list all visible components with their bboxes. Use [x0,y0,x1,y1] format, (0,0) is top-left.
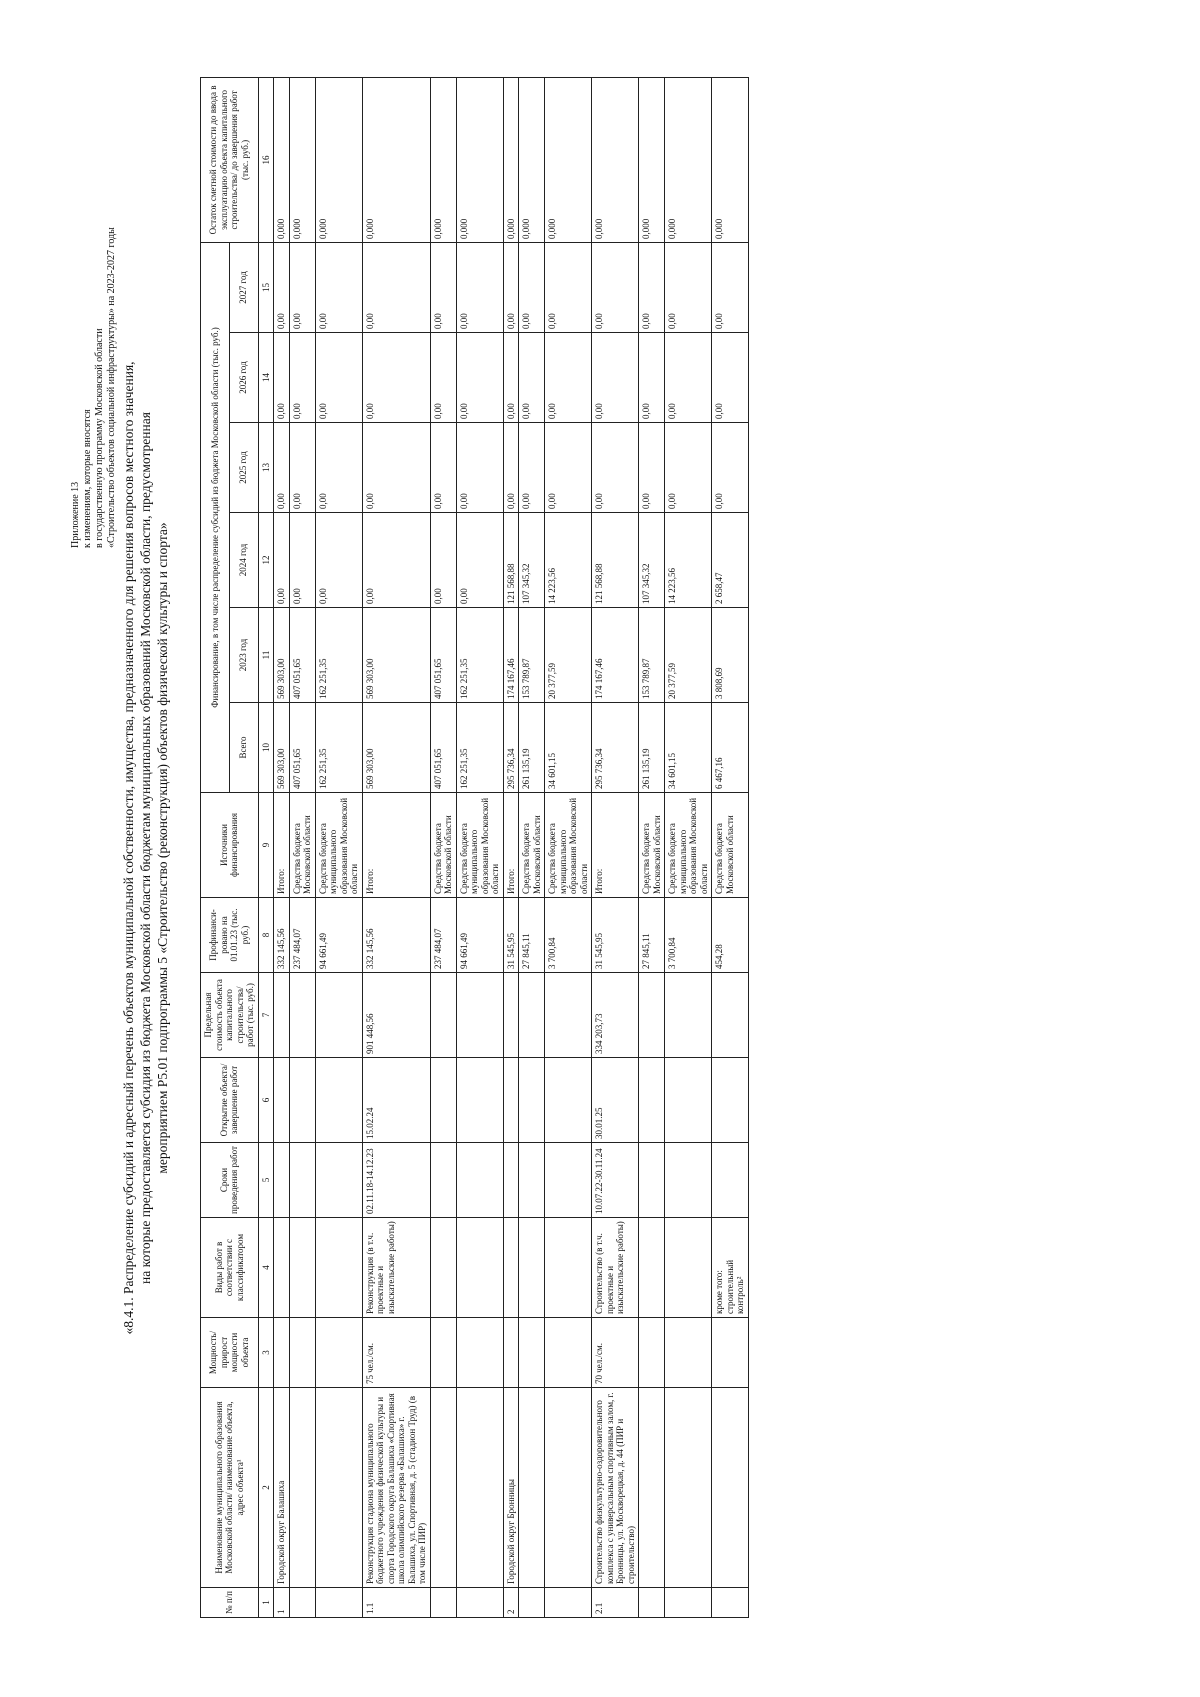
header-cell: 2027 год [229,242,258,332]
table-row [519,77,545,1617]
header-cell: 2023 год [229,608,258,703]
table-cell: 153 789,87 [639,608,665,703]
column-number: 3 [258,1318,274,1388]
header-cell: Всего [229,703,258,793]
table-cell [274,1218,290,1318]
table-cell [430,1588,456,1618]
table-cell: 174 167,46 [503,608,519,703]
table-cell: 27 845,11 [519,898,545,973]
table-cell [289,1318,315,1388]
column-number: 11 [258,608,274,703]
table-cell: Средства бюджета муниципального образования Московской области [665,793,712,898]
table-cell [665,1318,712,1388]
table-row [430,77,456,1617]
table-cell [456,1588,503,1618]
table-cell: 0,00 [430,333,456,423]
table-cell [315,1058,362,1143]
table-cell [289,1058,315,1143]
table-cell [545,1388,592,1588]
table-cell: Итого: [503,793,519,898]
table-cell: 0,000 [545,77,592,242]
table-cell: 107 345,32 [519,513,545,608]
table-cell: 75 чел./см. [362,1318,430,1388]
header-cell: Финансирование, в том числе распределение субсидий из бюджета Московской области (тыс. руб.) [201,242,230,792]
table-cell: 0,00 [639,423,665,513]
table-cell: 0,000 [456,77,503,242]
table-cell [274,1318,290,1388]
table-cell: 407 051,65 [289,703,315,793]
table-cell: 0,00 [712,333,749,423]
table-cell: Итого: [362,793,430,898]
table-cell [503,1218,519,1318]
table-cell: Городской округ Балашиха [274,1388,290,1588]
table-cell: 0,00 [639,333,665,423]
column-number: 15 [258,242,274,332]
table-cell: 0,000 [503,77,519,242]
column-number: 14 [258,333,274,423]
table-cell: 0,00 [665,242,712,332]
table-cell: 0,000 [430,77,456,242]
table-cell: Средства бюджета Московской области [519,793,545,898]
table-cell [289,973,315,1058]
table-cell: 162 251,35 [456,703,503,793]
table-cell [519,1218,545,1318]
table-cell: кроме того: строительный контроль² [712,1218,749,1318]
table-cell: 0,00 [639,242,665,332]
table-cell: 0,00 [456,513,503,608]
table-cell: 10.07.22-30.11.24 [592,1143,639,1218]
table-cell: Средства бюджета муниципального образования Московской области [456,793,503,898]
table-cell: 901 448,56 [362,973,430,1058]
header-cell: 2025 год [229,423,258,513]
table-cell [289,1388,315,1588]
header-cell: Предельная стоимость объекта капитального строительства/ работ (тыс. руб.) [201,973,259,1058]
table-cell [665,1058,712,1143]
table-cell: 31 545,95 [503,898,519,973]
table-cell: 0,00 [712,242,749,332]
table-cell [430,1388,456,1588]
table-cell: Итого: [592,793,639,898]
table-cell: 3 700,84 [545,898,592,973]
table-row [362,77,430,1617]
table-cell: 3 700,84 [665,898,712,973]
table-cell: 0,00 [362,333,430,423]
table-cell [712,1318,749,1388]
table-cell: 334 203,73 [592,973,639,1058]
header-cell: Открытие объекта/ завершение работ [201,1058,259,1143]
table-cell: 1 [274,1588,290,1618]
table-cell: 261 135,19 [639,703,665,793]
table-cell [665,1218,712,1318]
table-cell [315,1318,362,1388]
table-cell: 0,00 [274,242,290,332]
table-cell: 31 545,95 [592,898,639,973]
table-cell: 0,00 [274,423,290,513]
table-cell [519,973,545,1058]
table-cell [289,1143,315,1218]
column-number: 4 [258,1218,274,1318]
table-cell: 0,000 [712,77,749,242]
table-cell [712,973,749,1058]
table-row [289,77,315,1617]
header-cell: 2024 год [229,513,258,608]
table-cell: 0,000 [592,77,639,242]
table-cell: 237 484,07 [289,898,315,973]
table-cell: 162 251,35 [456,608,503,703]
table-cell: 0,00 [315,513,362,608]
column-number: 13 [258,423,274,513]
table-cell: 0,00 [289,242,315,332]
table-cell: 0,00 [362,513,430,608]
table-cell [665,973,712,1058]
header-cell: Источники финансирования [201,793,259,898]
table-cell: 3 808,69 [712,608,749,703]
table-cell: 0,000 [639,77,665,242]
table-cell: 0,00 [362,242,430,332]
table-cell: 569 303,00 [362,703,430,793]
appendix-line: к изменениям, которые вносятся [82,409,93,548]
table-cell: 0,00 [503,242,519,332]
table-row [592,77,639,1617]
table-cell [519,1588,545,1618]
table-row [639,77,665,1617]
table-cell [456,973,503,1058]
table-cell [639,1143,665,1218]
title-line: «8.4.1. Распределение субсидий и адресный перечень объектов муниципальной собственности, имущества, предназначенного для решения вопросов местного значения, [121,361,136,1335]
column-number: 2 [258,1388,274,1588]
table-cell: 454,28 [712,898,749,973]
table-cell: 0,000 [362,77,430,242]
document-title [120,48,171,1648]
table-cell [545,1143,592,1218]
column-number: 7 [258,973,274,1058]
table-row [274,77,290,1617]
title-line: мероприятием Р5.01 подпрограммы 5 «Строительство (реконструкция) объектов физической культуры и спорта» [155,522,170,1174]
table-cell: 0,00 [289,423,315,513]
table-cell: 0,00 [592,333,639,423]
table-cell [503,1318,519,1388]
table-cell: 14 223,56 [545,513,592,608]
table-cell: 0,00 [665,333,712,423]
table-cell: 14 223,56 [665,513,712,608]
table-cell: 0,00 [545,333,592,423]
table-cell: 0,00 [430,513,456,608]
table-row [503,77,519,1617]
table-cell: 237 484,07 [430,898,456,973]
table-cell: 34 601,15 [545,703,592,793]
header-cell: Сроки проведения работ [201,1143,259,1218]
table-cell [456,1218,503,1318]
document-page [50,48,1150,1648]
table-cell: 407 051,65 [430,703,456,793]
header-cell: Остаток сметной стоимости до ввода в эксплуатацию объекта капитального строительства/ до завершения работ (тыс. руб.) [201,77,259,242]
table-cell [712,1388,749,1588]
table-cell: 0,00 [362,423,430,513]
table-cell [456,1058,503,1143]
table-cell: 0,00 [315,423,362,513]
table-cell [519,1143,545,1218]
table-cell [665,1388,712,1588]
table-cell: 162 251,35 [315,608,362,703]
table-cell [665,1143,712,1218]
table-cell: 295 736,34 [503,703,519,793]
table-cell: Городской округ Бронницы [503,1388,519,1588]
table-cell [545,973,592,1058]
table-cell: 0,00 [592,242,639,332]
table-cell: 0,00 [503,423,519,513]
table-cell: 407 051,65 [430,608,456,703]
table-cell [274,1143,290,1218]
table-cell [639,1318,665,1388]
table-cell [639,973,665,1058]
table-cell: 153 789,87 [519,608,545,703]
table-row [712,77,749,1617]
table-cell [315,1218,362,1318]
table-cell: 0,00 [503,333,519,423]
appendix-line: Приложение 13 [70,481,81,548]
table-cell: Реконструкция (в т.ч. проектные и изыскательские работы) [362,1218,430,1318]
table-cell: 0,000 [519,77,545,242]
table-cell: 6 467,16 [712,703,749,793]
table-cell [639,1388,665,1588]
table-cell [712,1058,749,1143]
table-cell: 0,000 [289,77,315,242]
table-cell: 27 845,11 [639,898,665,973]
table-cell: Строительство физкультурно-оздоровительного комплекса с универсальным спортивным залом, г. Бронницы, ул. Москворецкая, д. 44 (ПИР и строительство) [592,1388,639,1588]
table-cell [503,1143,519,1218]
table-cell: 2.1 [592,1588,639,1618]
table-cell: Строительство (в т.ч. проектные и изыскательские работы) [592,1218,639,1318]
column-number: 9 [258,793,274,898]
appendix-line: в государственную программу Московской области [94,328,105,548]
table-cell [545,1058,592,1143]
table-cell: 0,00 [274,333,290,423]
table-cell: 0,00 [665,423,712,513]
table-cell: 0,000 [315,77,362,242]
table-cell [545,1318,592,1388]
table-cell [639,1218,665,1318]
table-cell: 0,00 [456,242,503,332]
table-cell: Средства бюджета Московской области [639,793,665,898]
table-cell: Итого: [274,793,290,898]
table-cell: 569 303,00 [362,608,430,703]
table-cell [456,1318,503,1388]
header-cell: № п/п [201,1588,259,1618]
table-cell [430,1318,456,1388]
table-cell [712,1143,749,1218]
table-cell [315,973,362,1058]
table-cell [430,1143,456,1218]
table-cell: 0,00 [430,242,456,332]
table-cell [456,1143,503,1218]
table-cell: 0,000 [274,77,290,242]
table-cell: 569 303,00 [274,703,290,793]
table-cell: 0,00 [289,513,315,608]
table-cell: Средства бюджета муниципального образования Московской области [545,793,592,898]
table-cell [315,1588,362,1618]
table-cell [315,1143,362,1218]
table-cell [545,1588,592,1618]
column-number: 12 [258,513,274,608]
table-cell: 121 568,88 [503,513,519,608]
table-cell: 0,00 [519,423,545,513]
table-cell: 0,00 [289,333,315,423]
table-cell: 121 568,88 [592,513,639,608]
subsidy-table [200,77,749,1618]
table-cell [456,1388,503,1588]
table-cell [519,1388,545,1588]
table-cell [289,1218,315,1318]
table-cell [712,1588,749,1618]
column-number: 10 [258,703,274,793]
table-cell: 0,00 [456,423,503,513]
table-cell [545,1218,592,1318]
table-cell [519,1058,545,1143]
table-cell: 162 251,35 [315,703,362,793]
table-cell: 261 135,19 [519,703,545,793]
table-cell [274,973,290,1058]
table-cell: 295 736,34 [592,703,639,793]
table-cell [665,1588,712,1618]
table-cell: 1.1 [362,1588,430,1618]
table-cell: Средства бюджета Московской области [712,793,749,898]
table-cell [519,1318,545,1388]
header-cell: Виды работ в соответствии с классификатором [201,1218,259,1318]
table-cell: 0,00 [519,333,545,423]
table-row [315,77,362,1617]
column-number: 16 [258,77,274,242]
table-row [665,77,712,1617]
table-cell: 0,00 [274,513,290,608]
column-number: 5 [258,1143,274,1218]
table-cell: 0,00 [519,242,545,332]
table-cell: 0,00 [430,423,456,513]
table-cell: 0,00 [592,423,639,513]
table-cell: 02.11.18-14.12.23 [362,1143,430,1218]
table-cell: 407 051,65 [289,608,315,703]
header-cell: Наименование муниципального образования Московской области/ наименование объекта, адрес объекта¹ [201,1388,259,1588]
table-cell: 0,000 [665,77,712,242]
table-cell: 332 145,56 [362,898,430,973]
table-cell: Реконструкция стадиона муниципального бюджетного учреждения физической культуры и спорта Городского округа Балашиха «Спортивная школа олимпийского резерва «Балашиха» г. Балашиха, ул. Спортивная, д. 5 (стадион Труд) (в том числе ПИР) [362,1388,430,1588]
table-cell [289,1588,315,1618]
table-cell: 0,00 [315,333,362,423]
table-cell: 107 345,32 [639,513,665,608]
column-number: 1 [258,1588,274,1618]
table-row [456,77,503,1617]
table-row [545,77,592,1617]
table-cell: 0,00 [545,242,592,332]
table-cell: Средства бюджета Московской области [430,793,456,898]
table-cell: 569 303,00 [274,608,290,703]
table-cell: 70 чел./см. [592,1318,639,1388]
table-cell: 0,00 [315,242,362,332]
table-cell: 0,00 [712,423,749,513]
table-cell: 94 661,49 [456,898,503,973]
column-number: 8 [258,898,274,973]
table-cell: 34 601,15 [665,703,712,793]
table-cell: 15.02.24 [362,1058,430,1143]
table-cell [503,1058,519,1143]
table-cell: 30.01.25 [592,1058,639,1143]
column-number: 6 [258,1058,274,1143]
table-cell: Средства бюджета Московской области [289,793,315,898]
header-cell: Мощность/ прирост мощности объекта [201,1318,259,1388]
title-line: на которые предоставляется субсидия из бюджета Московской области бюджетам муниципальных образований Московской области, предусмотренная [138,412,153,1284]
appendix-line: «Строительство объектов социальной инфраструктуры» на 2023-2027 годы [106,227,117,548]
header-cell: Профинанси-ровано на 01.01.23 (тыс. руб.) [201,898,259,973]
table-cell: 0,00 [456,333,503,423]
table-cell [503,973,519,1058]
table-cell [430,1058,456,1143]
table-cell: Средства бюджета муниципального образования Московской области [315,793,362,898]
table-cell [430,973,456,1058]
table-cell: 2 658,47 [712,513,749,608]
table-cell: 174 167,46 [592,608,639,703]
header-cell: 2026 год [229,333,258,423]
table-cell [274,1058,290,1143]
table-cell: 20 377,59 [545,608,592,703]
table-cell [639,1588,665,1618]
table-cell: 0,00 [545,423,592,513]
table-body [274,77,749,1617]
table-cell: 20 377,59 [665,608,712,703]
appendix-note [70,88,118,548]
table-cell: 332 145,56 [274,898,290,973]
table-cell [639,1058,665,1143]
table-cell [430,1218,456,1318]
table-cell: 94 661,49 [315,898,362,973]
table-cell: 2 [503,1588,519,1618]
table-cell [315,1388,362,1588]
